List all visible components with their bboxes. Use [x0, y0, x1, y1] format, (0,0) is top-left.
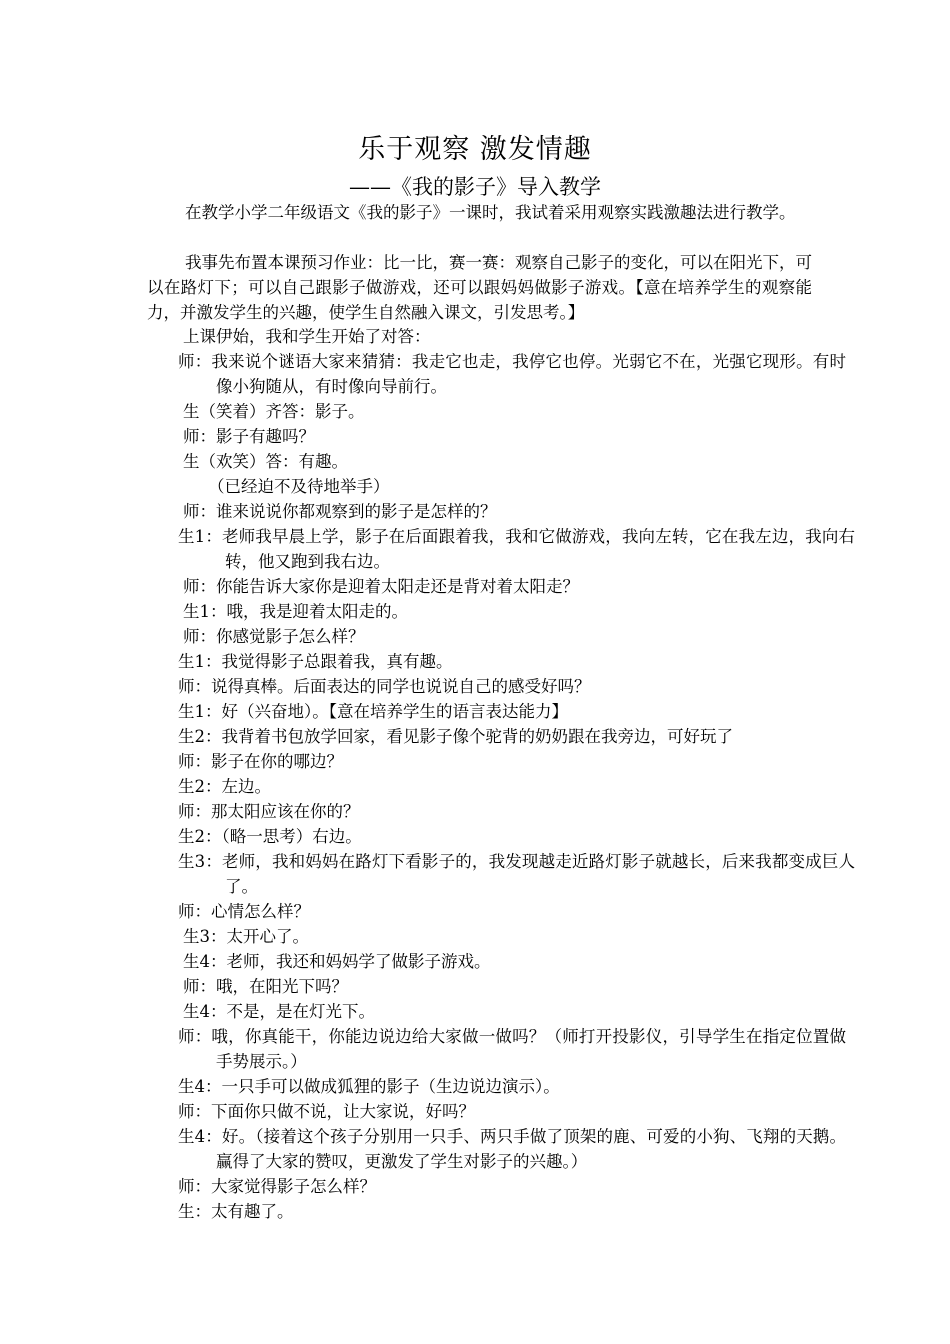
- dialogue-line: 生2：我背着书包放学回家，看见影子像个驼背的奶奶跟在我旁边，可好玩了: [178, 727, 733, 746]
- document-title: 乐于观察 激发情趣: [358, 134, 592, 165]
- dialogue-line: 师：影子有趣吗？: [183, 427, 315, 446]
- dialogue-line: 师：哦，你真能干，你能边说边给大家做一做吗？（师打开投影仪，引导学生在指定位置做手势展示。）: [178, 1027, 846, 1071]
- dialogue-line: 生1：哦，我是迎着太阳走的。: [183, 602, 408, 621]
- dialogue-line: 生2：（略一思考）右边。: [178, 827, 362, 846]
- dialogue-line: 师：哦，在阳光下吗？: [183, 977, 348, 996]
- dialogue-line: 生（笑着）齐答：影子。: [183, 402, 365, 421]
- dialogue-line: 生3：太开心了。: [183, 927, 309, 946]
- dialogue-line: 生3：老师，我和妈妈在路灯下看影子的，我发现越走近路灯影子就越长，后来我都变成巨人了。: [178, 852, 855, 896]
- dialogue-line: 生1：好（兴奋地）。【意在培养学生的语言表达能力】: [178, 702, 568, 721]
- dialogue-line: 师：下面你只做不说，让大家说，好吗？: [178, 1102, 475, 1121]
- dialogue-line: 师：大家觉得影子怎么样？: [178, 1177, 376, 1196]
- dialogue-line: 师：你感觉影子怎么样？: [183, 627, 365, 646]
- document-subtitle: ——《我的影子》导入教学: [349, 175, 601, 199]
- dialogue-line: 师：你能告诉大家你是迎着太阳走还是背对着太阳走？: [183, 577, 579, 596]
- dialogue-line: 生4：不是，是在灯光下。: [183, 1002, 375, 1021]
- prep-paragraph: 我事先布置本课预习作业：比一比，赛一赛：观察自己影子的变化，可以在阳光下，可以在路灯下；可以自己跟影子做游戏，还可以跟妈妈做影子游戏。【意在培养学生的观察能力，并激发学生的兴趣，使学生自然融入课文，引发思考。】: [147, 253, 812, 322]
- dialogue-line: 生4：老师，我还和妈妈学了做影子游戏。: [183, 952, 491, 971]
- dialogue-line: 师：谁来说说你都观察到的影子是怎样的？: [183, 502, 497, 521]
- intro-paragraph: 在教学小学二年级语文《我的影子》一课时，我试着采用观察实践激趣法进行教学。: [185, 203, 796, 222]
- dialogue-line: 师：影子在你的哪边？: [178, 752, 343, 771]
- dialogue-line: 生：太有趣了。: [178, 1202, 294, 1221]
- lead-in-paragraph: 上课伊始，我和学生开始了对答：: [183, 327, 431, 346]
- dialogue-line: 师：说得真棒。后面表达的同学也说说自己的感受好吗？: [178, 677, 591, 696]
- dialogue-line: 生4：一只手可以做成狐狸的影子（生边说边演示）。: [178, 1077, 560, 1096]
- dialogue-line: 生（欢笑）答：有趣。: [183, 452, 348, 471]
- dialogue-line: 师：我来说个谜语大家来猜猜：我走它也走，我停它也停。光弱它不在，光强它现形。有时像小狗随从，有时像向导前行。: [178, 352, 846, 396]
- dialogue-line: 生1：我觉得影子总跟着我，真有趣。: [178, 652, 453, 671]
- dialogue-line: 生2：左边。: [178, 777, 271, 796]
- dialogue-line: 师：心情怎么样？: [178, 902, 310, 921]
- dialogue-line: 师：那太阳应该在你的？: [178, 802, 360, 821]
- dialogue-line: 生4：好。（接着这个孩子分别用一只手、两只手做了顶架的鹿、可爱的小狗、飞翔的天鹅。赢得了大家的赞叹，更激发了学生对影子的兴趣。）: [178, 1127, 846, 1171]
- dialogue-line: 生1：老师我早晨上学，影子在后面跟着我，我和它做游戏，我向左转，它在我左边，我向右转，他又跑到我右边。: [178, 527, 855, 571]
- dialogue-note: （已经迫不及待地举手）: [208, 477, 390, 496]
